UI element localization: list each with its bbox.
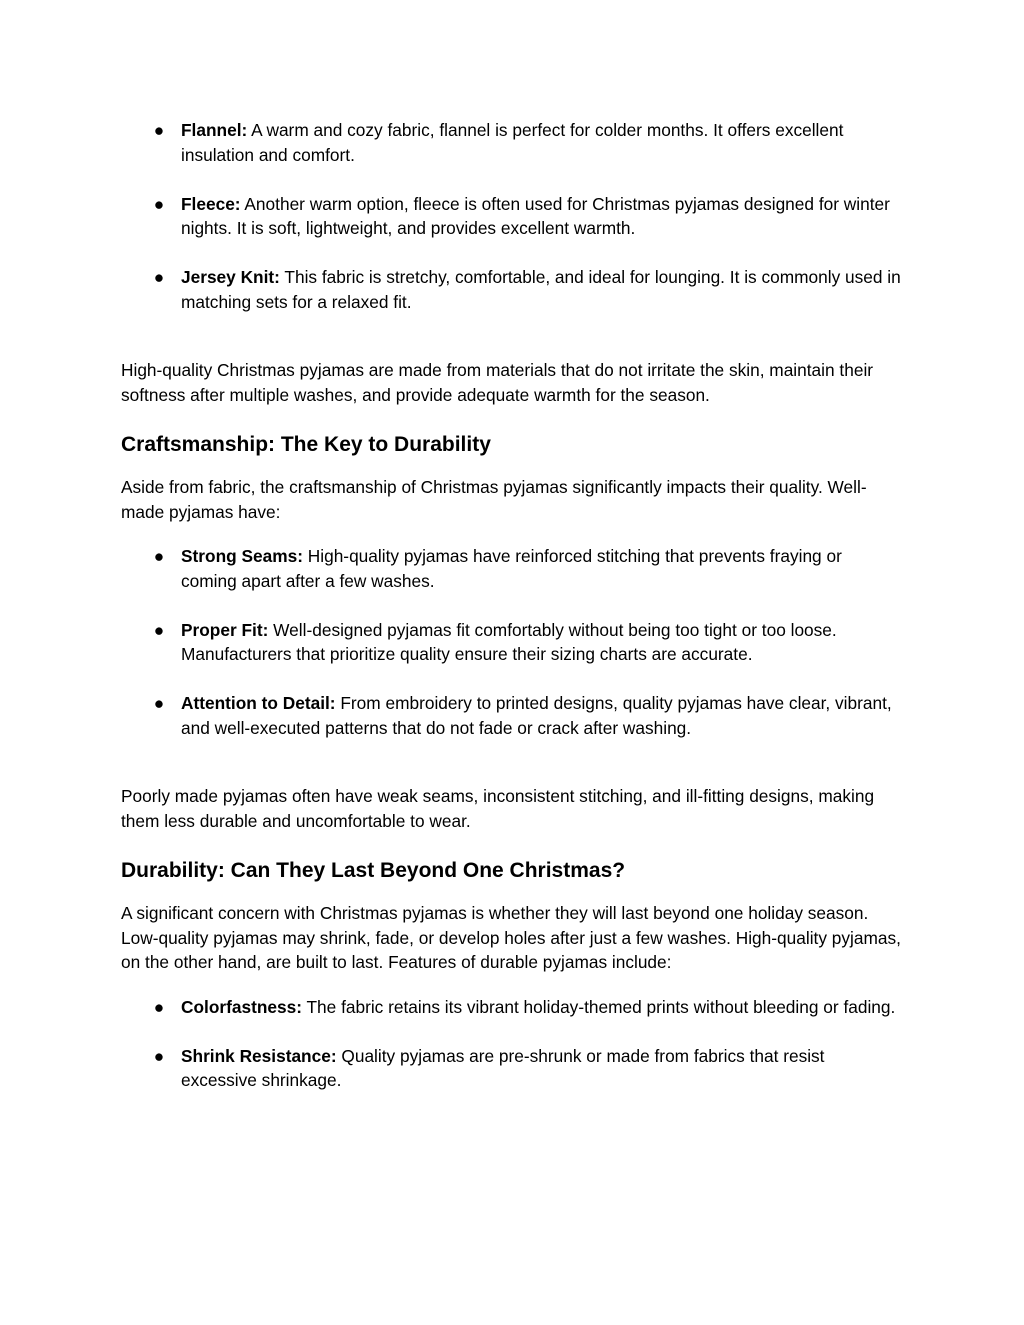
list-item-term: Strong Seams: bbox=[181, 546, 303, 566]
list-item bbox=[121, 118, 901, 167]
list-item-text: Well-designed pyjamas fit comfortably without being too tight or too loose. Manufacturers that prioritize quality ensure their sizing charts are accurate. bbox=[181, 619, 837, 664]
paragraph: Poorly made pyjamas often have weak seams, inconsistent stitching, and ill-fitting designs, making them less durable and uncomfortable to wear. bbox=[121, 786, 875, 831]
list-item bbox=[121, 1044, 901, 1093]
list-item-text: The fabric retains its vibrant holiday-themed prints without bleeding or fading. bbox=[302, 996, 896, 1017]
list-item-term: Jersey Knit: bbox=[181, 267, 280, 287]
bullet-icon: ● bbox=[153, 693, 165, 713]
list-item bbox=[121, 618, 901, 667]
list-item-text: High-quality pyjamas have reinforced stitching that prevents fraying or coming apart after a few washes. bbox=[181, 546, 842, 591]
section-heading: Craftsmanship: The Key to Durability bbox=[121, 433, 491, 456]
bullet-icon: ● bbox=[153, 1045, 165, 1066]
list-item-text: From embroidery to printed designs, quality pyjamas have clear, vibrant, and well-executed patterns that do not fade or crack after washing. bbox=[181, 693, 892, 738]
durability-list bbox=[121, 995, 901, 1093]
list-item-term: Attention to Detail: bbox=[181, 693, 336, 713]
document-body bbox=[121, 118, 901, 1093]
bullet-icon: ● bbox=[153, 193, 165, 214]
bullet-icon: ● bbox=[153, 267, 165, 287]
list-item bbox=[121, 544, 901, 593]
list-item-text: This fabric is stretchy, comfortable, and ideal for lounging. It is commonly used in matching sets for a relaxed fit. bbox=[181, 267, 901, 312]
bullet-icon: ● bbox=[153, 546, 165, 566]
list-item-term: Proper Fit: bbox=[181, 619, 269, 640]
section-heading: Durability: Can They Last Beyond One Christmas? bbox=[121, 859, 626, 882]
list-item-text: Another warm option, fleece is often used for Christmas pyjamas designed for winter nights. It is soft, lightweight, and provides excellent warmth. bbox=[181, 193, 890, 238]
paragraph: High-quality Christmas pyjamas are made from materials that do not irritate the skin, maintain their softness after multiple washes, and provide adequate warmth for the season. bbox=[121, 360, 874, 405]
bullet-icon: ● bbox=[153, 996, 165, 1017]
bullet-icon: ● bbox=[153, 120, 165, 140]
list-item-text: A warm and cozy fabric, flannel is perfect for colder months. It offers excellent insulation and comfort. bbox=[181, 120, 844, 165]
list-item bbox=[121, 265, 901, 314]
fabric-list bbox=[121, 118, 901, 314]
list-item bbox=[121, 192, 901, 241]
paragraph: A significant concern with Christmas pyjamas is whether they will last beyond one holiday season. Low-quality pyjamas may shrink, fade, or develop holes after just a few washes. High-quality pyjamas, on the other hand, are built to last. Features of durable pyjamas include: bbox=[121, 903, 901, 972]
craftsmanship-list bbox=[121, 544, 901, 740]
list-item-term: Fleece: bbox=[181, 193, 241, 214]
list-item-term: Shrink Resistance: bbox=[181, 1045, 337, 1066]
list-item-term: Colorfastness: bbox=[181, 996, 302, 1017]
bullet-icon: ● bbox=[153, 619, 165, 640]
list-item-text: Quality pyjamas are pre-shrunk or made from fabrics that resist excessive shrinkage. bbox=[181, 1045, 825, 1090]
list-item-term: Flannel: bbox=[181, 120, 248, 140]
list-item bbox=[121, 691, 901, 740]
list-item bbox=[121, 995, 901, 1020]
paragraph: Aside from fabric, the craftsmanship of Christmas pyjamas significantly impacts their quality. Well-made pyjamas have: bbox=[121, 477, 867, 522]
